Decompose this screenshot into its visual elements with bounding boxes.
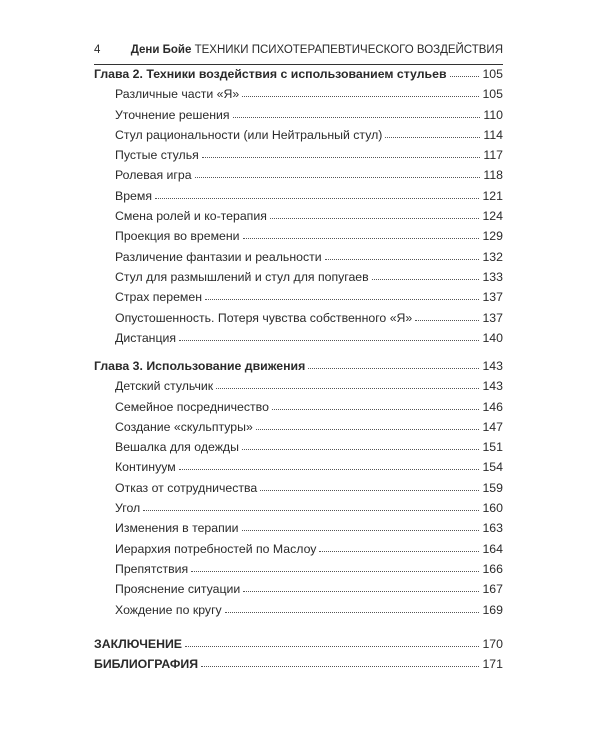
toc-entry-page: 151 xyxy=(482,440,503,455)
toc-entry-page: 163 xyxy=(482,521,503,536)
toc-entry-title: Дистанция xyxy=(115,330,177,345)
toc-entry-title: Стул для размышлений и стул для попугаев xyxy=(115,269,369,284)
dot-leader xyxy=(385,137,480,138)
toc-entry[interactable] xyxy=(94,148,503,168)
toc-entry[interactable] xyxy=(94,128,503,148)
dot-leader xyxy=(143,510,479,511)
toc-entry-title: Прояснение ситуации xyxy=(115,582,241,597)
toc-entry-page: 129 xyxy=(482,229,503,244)
toc-entry[interactable] xyxy=(94,331,503,351)
dot-leader xyxy=(450,76,480,77)
toc-entry[interactable] xyxy=(94,460,503,480)
dot-leader xyxy=(325,259,480,260)
toc-entry-title: Смена ролей и ко-терапия xyxy=(115,209,267,224)
toc-entry[interactable] xyxy=(94,501,503,521)
toc-chapter-3 xyxy=(94,359,503,623)
toc-entry-page: 110 xyxy=(483,107,503,122)
running-head xyxy=(131,44,503,56)
toc-entry-page: 170 xyxy=(482,637,503,651)
dot-leader xyxy=(308,368,479,369)
toc-bibliography[interactable] xyxy=(94,657,503,677)
dot-leader xyxy=(179,340,479,341)
toc-chapter-2 xyxy=(94,67,503,351)
toc-entry-title: Страх перемен xyxy=(115,290,203,305)
dot-leader xyxy=(256,429,480,430)
toc-entry-page: 143 xyxy=(482,359,503,373)
toc-entry-title: Ролевая игра xyxy=(115,168,192,183)
toc-entry[interactable] xyxy=(94,562,503,582)
toc-entry-page: 164 xyxy=(482,541,503,556)
page-number: 4 xyxy=(94,44,101,56)
toc-entry-title: Отказ от сотрудничества xyxy=(115,480,258,495)
toc-entry[interactable] xyxy=(94,87,503,107)
dot-leader xyxy=(415,320,479,321)
dot-leader xyxy=(201,666,479,667)
toc-entry-page: 117 xyxy=(483,148,503,163)
toc-entry-title: Иерархия потребностей по Маслоу xyxy=(115,541,317,556)
toc-entry-title: Различные части «Я» xyxy=(115,87,240,102)
toc-entry[interactable] xyxy=(94,379,503,399)
toc-entry-title: Хождение по кругу xyxy=(115,602,222,617)
toc-entry-title: Уточнение решения xyxy=(115,107,230,122)
dot-leader xyxy=(242,530,480,531)
toc-entry-title: Глава 2. Техники воздействия с использованием стульев xyxy=(94,67,447,81)
toc-entry-title: Опустошенность. Потеря чувства собственного «Я» xyxy=(115,310,413,325)
toc-entry[interactable] xyxy=(94,229,503,249)
toc-entry-title: Пустые стулья xyxy=(115,148,199,163)
dot-leader xyxy=(372,279,480,280)
toc-entry-title: Континуум xyxy=(115,460,176,475)
toc-entry-title: Создание «скульптуры» xyxy=(115,419,253,434)
dot-leader xyxy=(272,409,480,410)
toc-entry[interactable] xyxy=(94,440,503,460)
toc-entry[interactable] xyxy=(94,481,503,501)
toc-entry-title: Препятствия xyxy=(115,561,189,576)
toc-entry-title: БИБЛИОГРАФИЯ xyxy=(94,657,199,672)
dot-leader xyxy=(155,198,479,199)
toc-entry-page: 114 xyxy=(483,127,503,142)
toc-entry-page: 160 xyxy=(482,501,503,516)
toc-entry-title: Глава 3. Использование движения xyxy=(94,359,306,373)
toc-entry[interactable] xyxy=(94,209,503,229)
toc-entry-page: 137 xyxy=(482,310,503,325)
dot-leader xyxy=(319,551,479,552)
toc-conclusion[interactable] xyxy=(94,637,503,657)
toc-entry-page: 146 xyxy=(482,399,503,414)
toc-entry[interactable] xyxy=(94,168,503,188)
toc-entry-page: 159 xyxy=(482,480,503,495)
toc-entry-page: 137 xyxy=(482,290,503,305)
dot-leader xyxy=(242,96,479,97)
toc-entry-title: Изменения в терапии xyxy=(115,521,239,536)
toc-entry[interactable] xyxy=(94,108,503,128)
toc-entry-title: Стул рациональности (или Нейтральный стул) xyxy=(115,127,383,142)
toc-entry-page: 143 xyxy=(482,379,503,394)
dot-leader xyxy=(195,177,481,178)
toc-entry-page: 132 xyxy=(482,249,503,264)
dot-leader xyxy=(185,646,479,647)
toc-entry[interactable] xyxy=(94,270,503,290)
toc-entry-title: ЗАКЛЮЧЕНИЕ xyxy=(94,637,182,651)
toc-entry-title: Время xyxy=(115,188,152,203)
toc-entry[interactable] xyxy=(94,542,503,562)
toc-entry[interactable] xyxy=(94,603,503,623)
toc-entry-page: 171 xyxy=(482,657,503,672)
toc-entry-page: 154 xyxy=(482,460,503,475)
toc-entry[interactable] xyxy=(94,311,503,331)
toc-entry[interactable] xyxy=(94,400,503,420)
toc-entry-title: Детский стульчик xyxy=(115,379,214,394)
toc-entry[interactable] xyxy=(94,189,503,209)
author-name: Дени Бойе xyxy=(130,44,192,56)
book-title: ТЕХНИКИ ПСИХОТЕРАПЕВТИЧЕСКОГО ВОЗДЕЙСТВИЯ xyxy=(194,44,503,56)
toc-entry[interactable] xyxy=(94,420,503,440)
dot-leader xyxy=(242,449,480,450)
toc-entry-page: 167 xyxy=(482,582,503,597)
toc-entry-page: 124 xyxy=(482,209,503,224)
toc-entry-page: 105 xyxy=(482,87,503,102)
toc-entry[interactable] xyxy=(94,250,503,270)
toc-entry-title: Семейное посредничество xyxy=(115,399,269,414)
toc-entry-title: Угол xyxy=(115,501,141,516)
dot-leader xyxy=(216,388,479,389)
header-divider xyxy=(94,64,503,65)
dot-leader xyxy=(233,117,481,118)
dot-leader xyxy=(260,490,479,491)
dot-leader xyxy=(179,469,480,470)
toc-chapter-heading[interactable] xyxy=(94,67,503,87)
dot-leader xyxy=(243,591,479,592)
toc-entry[interactable] xyxy=(94,290,503,310)
dot-leader xyxy=(191,571,479,572)
toc-entry-page: 105 xyxy=(482,67,503,81)
page-header xyxy=(94,44,503,60)
dot-leader xyxy=(202,157,481,158)
toc-entry-title: Различение фантазии и реальности xyxy=(115,249,322,264)
dot-leader xyxy=(243,238,480,239)
toc-entry[interactable] xyxy=(94,521,503,541)
toc-entry-page: 140 xyxy=(482,330,503,345)
toc-entry[interactable] xyxy=(94,582,503,602)
toc-entry-page: 121 xyxy=(482,188,503,203)
dot-leader xyxy=(225,612,480,613)
toc-entry-page: 147 xyxy=(482,419,503,434)
toc-entry-title: Вешалка для одежды xyxy=(115,440,239,455)
toc-entry-page: 169 xyxy=(482,602,503,617)
dot-leader xyxy=(205,299,479,300)
toc-chapter-heading[interactable] xyxy=(94,359,503,379)
toc-entry-page: 133 xyxy=(482,269,503,284)
toc-entry-page: 166 xyxy=(482,561,503,576)
dot-leader xyxy=(270,218,480,219)
toc-back-matter xyxy=(94,637,503,678)
toc-entry-page: 118 xyxy=(483,168,503,183)
toc-entry-title: Проекция во времени xyxy=(115,229,240,244)
